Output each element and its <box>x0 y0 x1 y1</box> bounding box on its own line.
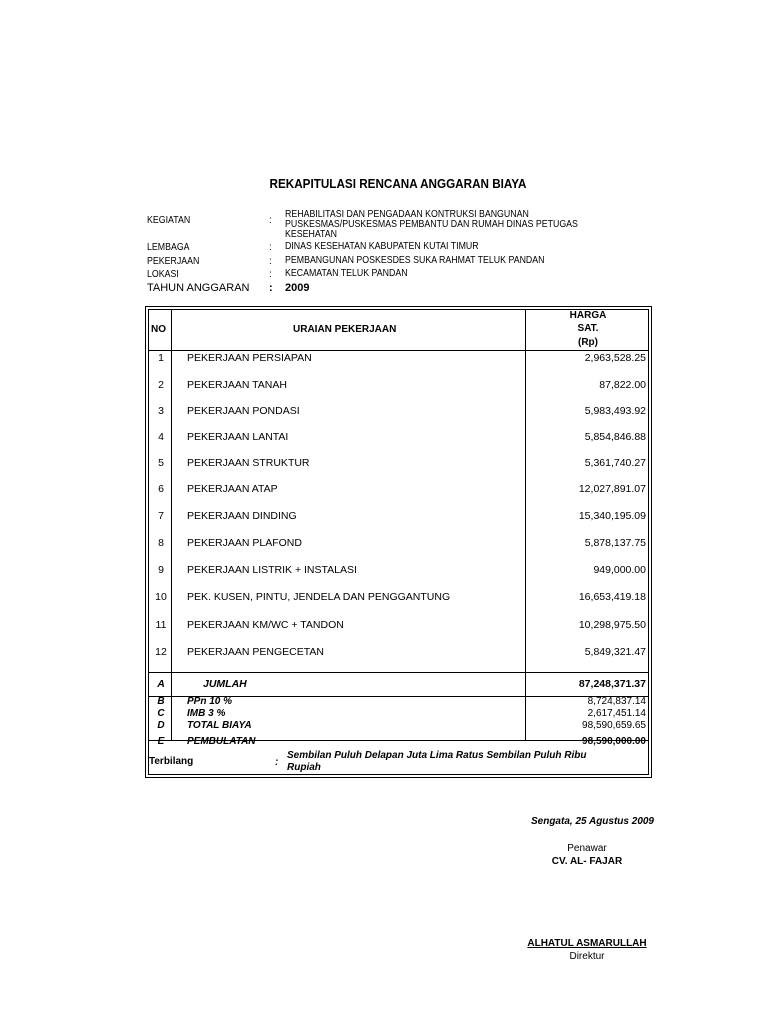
row-number: 9 <box>158 564 164 576</box>
info-lembaga <box>147 242 647 254</box>
summary-label: JUMLAH <box>203 678 247 690</box>
summary-code: A <box>157 678 165 690</box>
info-value-line: REHABILITASI DAN PENGADAAN KONTRUKSI BANGUNAN <box>285 209 529 220</box>
row-description: PEKERJAAN PENGECETAN <box>187 646 324 658</box>
row-price: 5,983,493.92 <box>584 405 646 417</box>
row-price: 5,849,321.47 <box>584 646 646 658</box>
row-price: 2,963,528.25 <box>584 352 646 364</box>
row-number: 2 <box>158 379 164 391</box>
info-value-line: PUSKESMAS/PUSKESMAS PEMBANTU DAN RUMAH DINAS PETUGAS <box>285 219 578 230</box>
info-value-line: KESEHATAN <box>285 229 338 240</box>
info-label: TAHUN ANGGARAN <box>147 282 250 294</box>
row-number: 10 <box>155 591 167 603</box>
row-number: 4 <box>158 431 164 443</box>
summary-label: IMB 3 % <box>187 708 226 719</box>
summary-label: PPn 10 % <box>187 696 233 707</box>
signer-position: Direktur <box>569 951 605 962</box>
info-label: PEKERJAAN <box>147 256 200 267</box>
row-price: 10,298,975.50 <box>578 619 646 631</box>
row-description: PEKERJAAN PONDASI <box>187 405 300 417</box>
header-uraian: URAIAN PEKERJAAN <box>293 324 397 335</box>
company-name: CV. AL- FAJAR <box>551 856 623 867</box>
row-price: 16,653,419.18 <box>578 591 646 603</box>
row-price: 15,340,195.09 <box>578 510 646 522</box>
summary-label: PEMBULATAN <box>187 736 256 747</box>
terbilang-text: Rupiah <box>287 762 321 773</box>
summary-code: D <box>157 720 165 731</box>
info-value: 2009 <box>285 282 310 294</box>
info-value: KECAMATAN TELUK PANDAN <box>285 268 408 279</box>
header-rp: (Rp) <box>578 337 598 348</box>
info-tahun-anggaran <box>147 282 647 296</box>
terbilang-text: Sembilan Puluh Delapan Juta Lima Ratus Sembilan Puluh Ribu <box>287 750 587 761</box>
terbilang-colon: : <box>275 757 279 768</box>
summary-value: 98,590,000.00 <box>582 736 646 747</box>
row-description: PEKERJAAN DINDING <box>187 510 297 522</box>
document-title: REKAPITULASI RENCANA ANGGARAN BIAYA <box>269 176 527 191</box>
row-price: 5,878,137.75 <box>584 537 646 549</box>
info-kegiatan <box>147 210 647 240</box>
row-number: 8 <box>158 537 164 549</box>
summary-value: 2,617,451.14 <box>587 708 646 719</box>
header-harga: HARGA <box>569 310 607 321</box>
row-number: 5 <box>158 457 164 469</box>
info-colon: : <box>269 242 272 253</box>
summary-code: E <box>157 736 165 747</box>
row-description: PEKERJAAN LISTRIK + INSTALASI <box>187 564 357 576</box>
info-label: KEGIATAN <box>147 215 191 226</box>
row-description: PEKERJAAN LANTAI <box>187 431 289 443</box>
info-colon: : <box>269 215 272 226</box>
place-date: Sengata, 25 Agustus 2009 <box>530 816 654 827</box>
row-description: PEKERJAAN KM/WC + TANDON <box>187 619 344 631</box>
summary-value: 87,248,371.37 <box>578 678 646 690</box>
row-divider <box>149 672 648 673</box>
summary-value: 98,590,659.65 <box>582 720 646 731</box>
row-price: 5,854,846.88 <box>584 431 646 443</box>
row-description: PEKERJAAN STRUKTUR <box>187 457 310 469</box>
summary-code: C <box>157 708 165 719</box>
summary-label: TOTAL BIAYA <box>187 720 252 731</box>
header-sat: SAT. <box>577 323 599 334</box>
header-no: NO <box>151 324 166 335</box>
budget-table <box>145 306 652 778</box>
info-label: LEMBAGA <box>147 242 190 253</box>
row-number: 3 <box>158 405 164 417</box>
row-price: 12,027,891.07 <box>578 483 646 495</box>
signer-role: Penawar <box>567 843 607 854</box>
info-pekerjaan <box>147 256 647 268</box>
row-price: 87,822.00 <box>599 379 646 391</box>
info-value: PEMBANGUNAN POSKESDES SUKA RAHMAT TELUK PANDAN <box>285 255 545 266</box>
column-divider <box>171 310 172 741</box>
info-colon: : <box>269 269 272 280</box>
row-number: 1 <box>158 352 164 364</box>
info-colon: : <box>269 256 272 267</box>
info-value: DINAS KESEHATAN KABUPATEN KUTAI TIMUR <box>285 241 479 252</box>
row-description: PEKERJAAN ATAP <box>187 483 278 495</box>
header-divider <box>149 350 648 351</box>
terbilang-label: Terbilang <box>149 756 194 767</box>
row-description: PEKERJAAN TANAH <box>187 379 287 391</box>
summary-value: 8,724,837.14 <box>587 696 646 707</box>
row-price: 949,000.00 <box>593 564 646 576</box>
row-number: 6 <box>158 483 164 495</box>
row-price: 5,361,740.27 <box>584 457 646 469</box>
row-description: PEKERJAAN PERSIAPAN <box>187 352 312 364</box>
info-colon: : <box>269 282 273 294</box>
info-lokasi <box>147 269 647 281</box>
row-number: 11 <box>155 619 167 631</box>
row-description: PEKERJAAN PLAFOND <box>187 537 302 549</box>
column-divider <box>525 310 526 741</box>
row-description: PEK. KUSEN, PINTU, JENDELA DAN PENGGANTUNG <box>187 591 451 603</box>
row-number: 7 <box>158 510 164 522</box>
row-number: 12 <box>155 646 167 658</box>
signer-name: ALHATUL ASMARULLAH <box>527 938 647 949</box>
summary-code: B <box>157 696 165 707</box>
info-label: LOKASI <box>147 269 179 280</box>
